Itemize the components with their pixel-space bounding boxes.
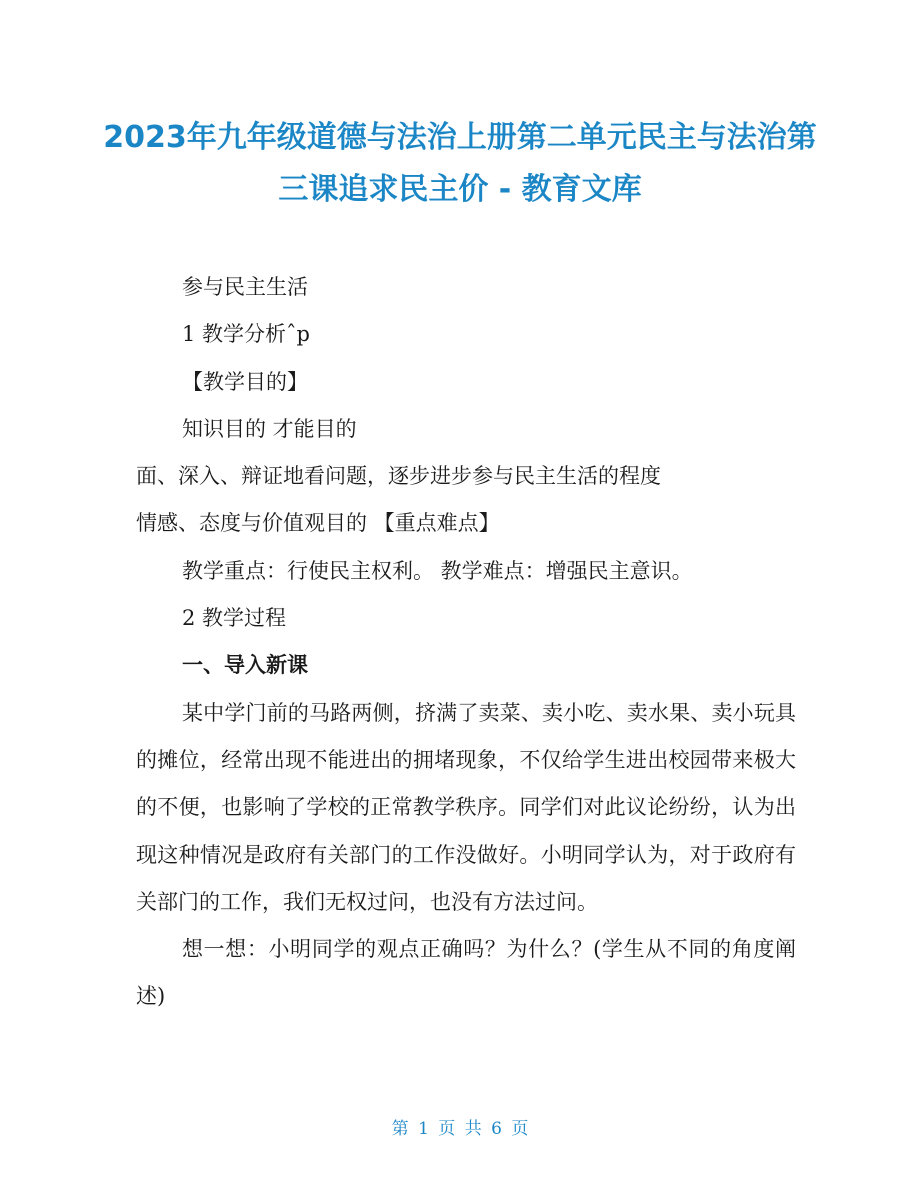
question-paragraph: 想一想：小明同学的观点正确吗？为什么？(学生从不同的角度阐述) bbox=[136, 937, 796, 1009]
key-points-line: 教学重点：行使民主权利。 教学难点：增强民主意识。 bbox=[182, 558, 693, 583]
page-title: 2023年九年级道德与法治上册第二单元民主与法治第三课追求民主价 - 教育文库 bbox=[103, 120, 817, 207]
objectives-detail-line: 面、深入、辩证地看问题，逐步进步参与民主生活的程度 bbox=[136, 464, 661, 489]
objectives-line: 知识目的 才能目的 bbox=[182, 416, 357, 441]
page-footer: 第 1 页 共 6 页 bbox=[391, 1119, 529, 1139]
body-paragraph: 某中学门前的马路两侧，挤满了卖菜、卖小吃、卖水果、卖小玩具的摊位，经常出现不能进出的拥堵现象，不仅给学生进出校园带来极大的不便，也影响了学校的正常教学秩序。同学们对此议论纷纷，认为出现这种情况是政府有关部门的工作没做好。小明同学认为，对于政府有关部门的工作，我们无权过问，也没有方法过问。 bbox=[136, 700, 796, 914]
attitude-objectives-line: 情感、态度与价值观目的 【重点难点】 bbox=[136, 511, 500, 536]
bracket-heading: 【教学目的】 bbox=[182, 369, 308, 394]
section-number-heading: 1 教学分析ˆp bbox=[182, 322, 310, 347]
document-body bbox=[136, 264, 796, 1021]
process-heading: 2 教学过程 bbox=[182, 606, 287, 631]
section-heading: 参与民主生活 bbox=[182, 275, 308, 299]
intro-heading: 一、导入新课 bbox=[182, 653, 308, 678]
